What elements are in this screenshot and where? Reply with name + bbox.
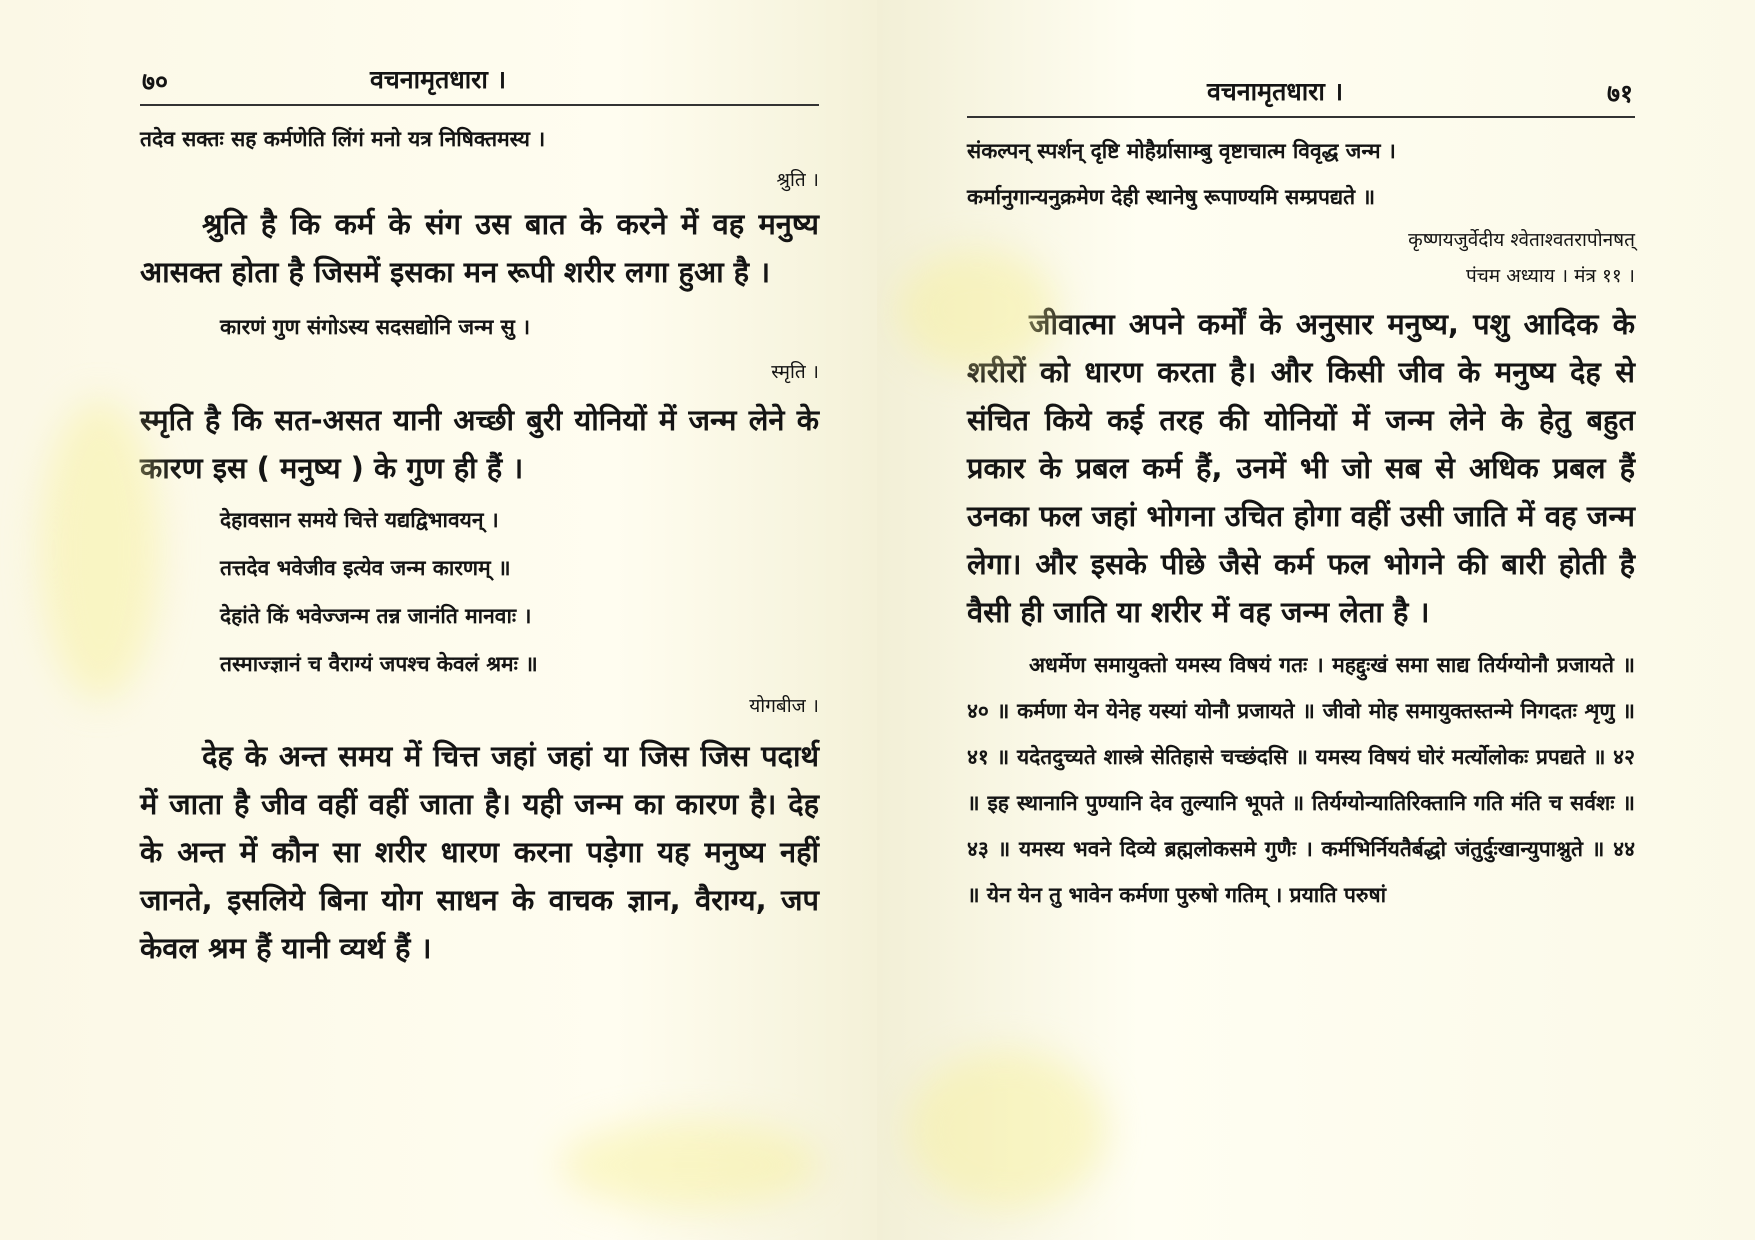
source-3: योगबीज । [749,695,819,717]
shloka-line: कर्मानुगान्यनुक्रमेण देही स्थानेषु रूपाण्यमि सम्प्रपद्यते ॥ [967,185,1376,209]
running-title: वचनामृतधारा । [1207,77,1344,106]
left-page [0,0,877,1240]
verse-block [140,496,819,688]
shloka-2: कारणं गुण संगोऽस्य सदसद्योनि जन्म सु । [220,315,531,339]
verse-line: तत्तदेव भवेजीव इत्येव जन्म कारणम् ॥ [220,556,511,580]
source-line: पंचम अध्याय । मंत्र ११ । [1465,265,1635,287]
right-page-header [967,70,1635,118]
shloka-1: तदेव सक्तः सह कर्मणेति लिंगं मनो यत्र निषिक्तमस्य । [140,127,546,151]
source-2: स्मृति । [771,361,819,383]
paragraph-1: श्रुति है कि कर्म के संग उस बात के करने में वह मनुष्य आसक्त होता है जिसमें इसका मन रूपी शरीर लगा हुआ है । [140,207,819,289]
right-page [877,0,1755,1240]
page-number: ७० [142,67,169,96]
source-line: कृष्णयजुर्वेदीय श्वेताश्वतरापोनषत् [1408,229,1635,251]
page-number: ७१ [1606,79,1633,108]
verse-line: देहांते किं भवेज्जन्म तन्न जानंति मानवाः । [220,604,532,628]
shloka-line: संकल्पन् स्पर्शन् दृष्टि मोहैर्ग्रासाम्बु वृष्टाचात्म विवृद्ध जन्म । [967,139,1396,163]
shloka-block: अधर्मेण समायुक्तो यमस्य विषयं गतः । महद्दुःखं समा साद्य तिर्यग्योनौ प्रजायते ॥ ४० ॥ कर्मणा येन येनेह यस्यां योनौ प्रजायते ॥ जीवो मोह समायुक्तस्तन्मे निगदतः शृणु ॥ ४१ ॥ यदेतदुच्यते शास्त्रे सेतिहासे चच्छंदसि ॥ यमस्य विषयं घोरं मर्त्योलोकः प्रपद्यते ॥ ४२ ॥ इह स्थानानि पुण्यानि देव तुल्यानि भूपते ॥ तिर्यग्योन्यातिरिक्तानि गति मंति च सर्वशः ॥ ४३ ॥ यमस्य भवने दिव्ये ब्रह्मलोकसमे गुणैः । कर्मभिर्नियतैर्बद्धो जंतुर्दुःखान्युपाश्नुते ॥ ४४ ॥ येन येन तु भावेन कर्मणा पुरुषो गतिम् । प्रयाति परुषां [967,653,1635,907]
paragraph-3: देह के अन्त समय में चित्त जहां जहां या जिस जिस पदार्थ में जाता है जीव वहीं वहीं जाता है। यही जन्म का कारण है। देह के अन्त में कौन सा शरीर धारण करना पड़ेगा यह मनुष्य नहीं जानते, इसलिये बिना योग साधन के वाचक ज्ञान, वैराग्य, जप केवल श्रम हैं यानी व्यर्थ हैं । [140,739,819,965]
running-title: वचनामृतधारा । [370,65,507,94]
paragraph-2: स्मृति है कि सत-असत यानी अच्छी बुरी योनियों में जन्म लेने के कारण इस ( मनुष्य ) के गुण ही हैं । [140,403,819,485]
verse-line: देहावसान समये चित्ते यद्यद्विभावयन् । [220,508,499,532]
left-page-header [140,58,819,106]
paragraph-1: जीवात्मा अपने कर्मों के अनुसार मनुष्य, पशु आदिक के शरीरों को धारण करता है। और किसी जीव के मनुष्य देह से संचित किये कई तरह की योनियों में जन्म लेने के हेतु बहुत प्रकार के प्रबल कर्म हैं, उनमें भी जो सब से अधिक प्रबल हैं उनका फल जहां भोगना उचित होगा वहीं उसी जाति में वह जन्म लेगा। और इसके पीछे जैसे कर्म फल भोगने की बारी होती है वैसी ही जाति या शरीर में वह जन्म लेता है । [967,307,1635,629]
verse-line: तस्माज्ज्ञानं च वैराग्यं जपश्च केवलं श्रमः ॥ [220,652,538,676]
source-1: श्रुति । [776,169,819,191]
